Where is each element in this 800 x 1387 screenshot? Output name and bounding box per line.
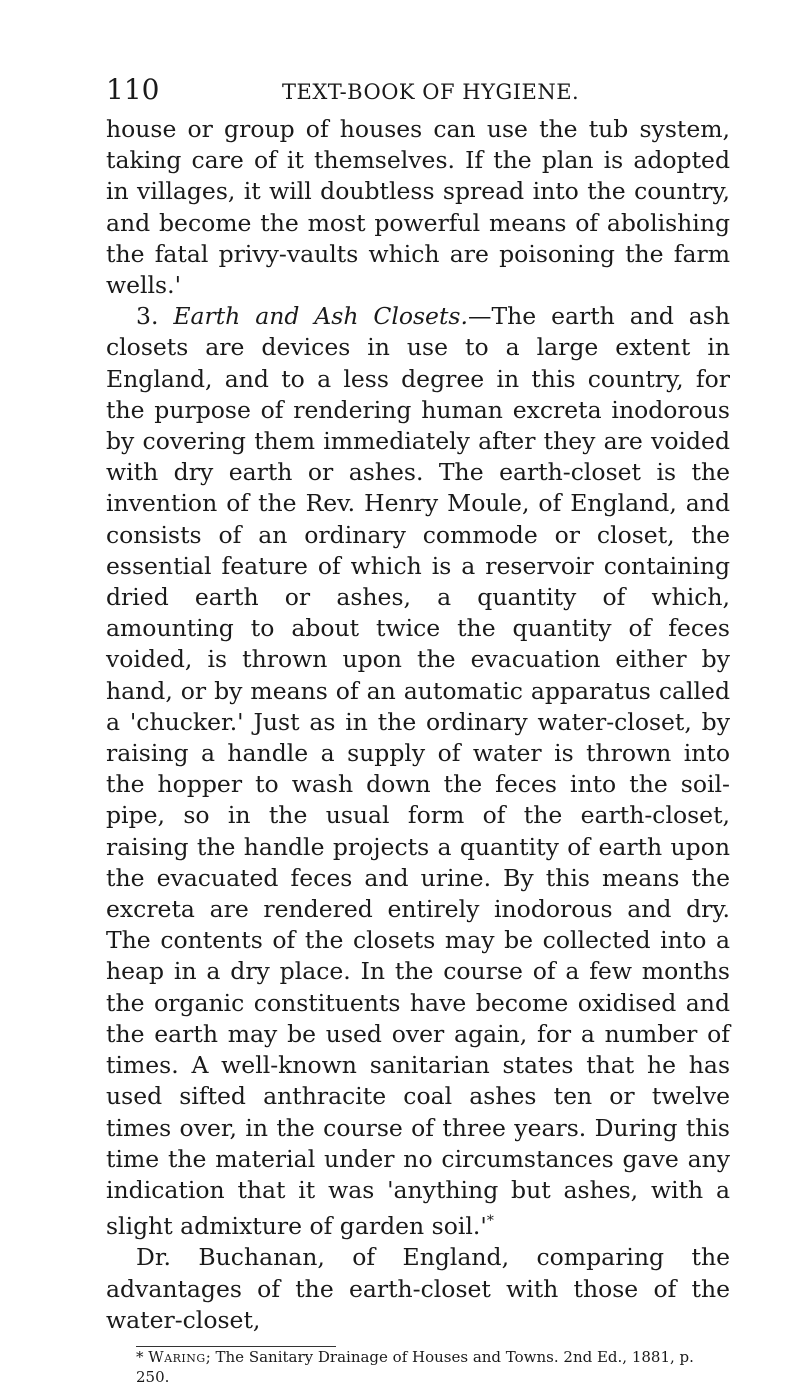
page-number: 110 — [106, 73, 160, 106]
footnote-mark: * — [136, 1347, 144, 1366]
paragraph-buchanan: Dr. Buchanan, of England, comparing the advantages of the earth-closet with those of the water-closet, — [106, 1243, 730, 1334]
paragraph-earth-ash-closets — [106, 301, 730, 1242]
footnote-reference: * — [486, 1213, 494, 1230]
paragraph-tub-system: house or group of houses can use the tub system, taking care of it themselves. If the plan is adopted in villages, it will doubtless spread into the country, and become the most powerful means of abolishing the fatal privy-vaults which are poisoning the farm wells.' — [106, 115, 730, 300]
running-head — [106, 70, 730, 110]
running-title: TEXT-BOOK OF HYGIENE. — [282, 80, 580, 104]
footnote-text: ; The Sanitary Drainage of Houses and Towns. 2nd Ed., 1881, p. 250. — [136, 1347, 694, 1386]
section-number: 3. — [136, 302, 159, 331]
section-body: —The earth and ash closets are devices in use to a large extent in England, and to a less degree in this country, for the purpose of rendering human excreta inodorous by covering them immediately after they are voided with dry earth or ashes. The earth-closet is the invention of the Rev. Henry Moule, of England, and consists of an ordinary commode or closet, the essential feature of which is a reservoir containing dried earth or ashes, a quantity of which, amounting to about twice the quantity of feces voided, is thrown upon the evacuation either by hand, or by means of an automatic apparatus called a 'chucker.' Just as in the ordinary water-closet, by raising a handle a supply of water is thrown into the hopper to wash down the feces into the soil-pipe, so in the usual form of the earth-closet, raising the handle projects a quantity of earth upon the evacuated feces and urine. By this means the excreta are rendered entirely inodorous and dry. The contents of the closets may be collected into a heap in a dry place. In the course of a few months the organic constituents have become oxidised and the earth may be used over again, for a number of times. A well-known sanitarian states that he has used sifted anthracite coal ashes ten or twelve times over, in the course of three years. During this time the material under no circumstances gave any indication that it was 'anything but ashes, with a slight admixture of garden soil.' — [106, 302, 730, 1241]
footnote — [136, 1347, 730, 1387]
body-text — [106, 114, 730, 1336]
footnote-author: Waring — [148, 1347, 206, 1366]
section-heading: Earth and Ash Closets. — [173, 302, 468, 331]
